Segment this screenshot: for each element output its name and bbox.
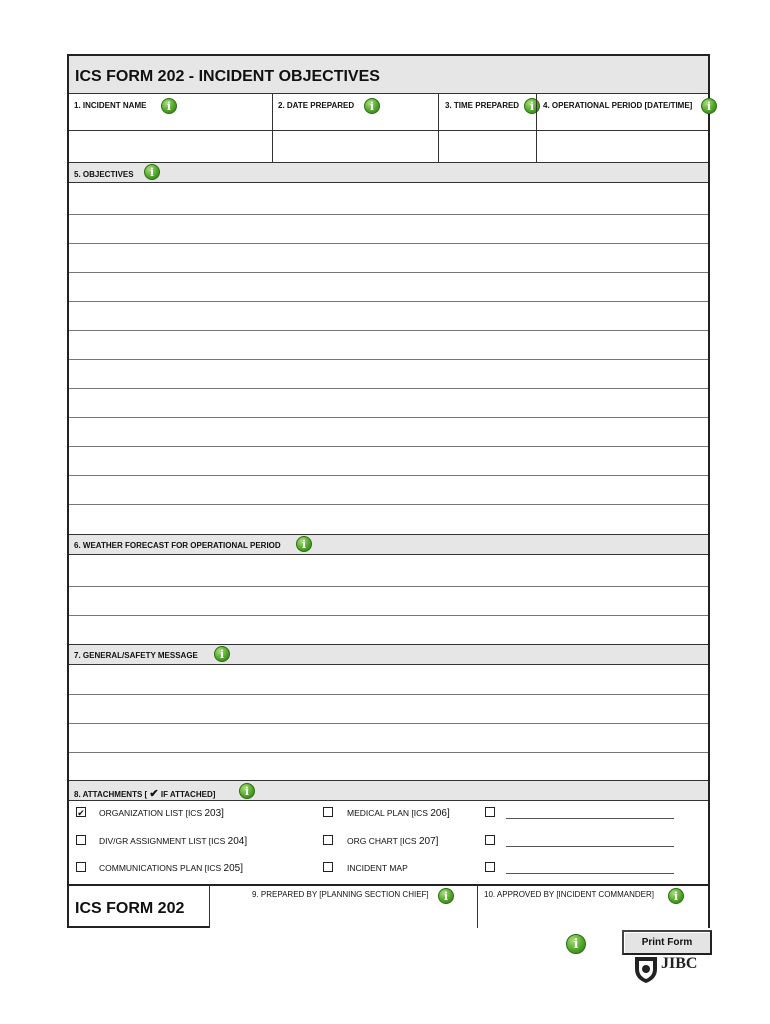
ruled-line (69, 214, 708, 215)
ruled-line (69, 446, 708, 447)
ruled-line (69, 243, 708, 244)
comms-num: 205] (223, 863, 244, 874)
info-icon[interactable]: i (161, 98, 177, 114)
org-chart-checkbox[interactable] (323, 835, 333, 845)
org-list-label (99, 808, 224, 819)
divgr-checkbox[interactable] (76, 835, 86, 845)
incident-name-field[interactable] (69, 131, 272, 162)
divgr-label (99, 836, 247, 847)
time-prepared-label: 3. TIME PREPARED (445, 101, 520, 110)
medical-plan-checkbox[interactable] (323, 807, 333, 817)
operational-period-input[interactable] (537, 131, 708, 162)
ruled-line (69, 586, 708, 587)
approved-by-field[interactable] (478, 904, 708, 928)
date-prepared-field[interactable] (273, 131, 438, 162)
custom-attachment-line[interactable] (506, 873, 674, 874)
objectives-label: 5. OBJECTIVES (74, 170, 134, 179)
incident-map-checkbox[interactable] (323, 862, 333, 872)
attachments-label-suffix: IF ATTACHED] (160, 790, 216, 799)
info-icon[interactable]: i (239, 783, 255, 799)
ruled-line (69, 723, 708, 724)
logo-text: JIBC (661, 955, 698, 972)
time-prepared-input[interactable] (439, 131, 536, 162)
operational-period-label: 4. OPERATIONAL PERIOD [DATE/TIME] (543, 101, 693, 110)
divider (69, 884, 708, 886)
ruled-line (69, 388, 708, 389)
info-icon[interactable]: i (144, 164, 160, 180)
weather-field[interactable] (69, 556, 708, 644)
date-prepared-label: 2. DATE PREPARED (278, 101, 355, 110)
ruled-line (69, 752, 708, 753)
ics-202-form (67, 54, 710, 928)
custom-attachment-checkbox[interactable] (485, 807, 495, 817)
time-prepared-field[interactable] (439, 131, 536, 162)
org-chart-num: 207] (418, 836, 439, 847)
custom-attachment-line[interactable] (506, 846, 674, 847)
info-icon[interactable]: i (524, 98, 540, 114)
operational-period-field[interactable] (537, 131, 708, 162)
ruled-line (69, 504, 708, 505)
objectives-header (69, 162, 708, 183)
custom-attachment-line[interactable] (506, 818, 674, 819)
prepared-by-label: 9. PREPARED BY [PLANNING SECTION CHIEF] (252, 890, 429, 899)
org-chart-text: ORG CHART [ICS (347, 836, 417, 846)
org-chart-label (347, 836, 438, 847)
ruled-line (69, 301, 708, 302)
info-icon[interactable]: i (296, 536, 312, 552)
form-title: ICS FORM 202 - INCIDENT OBJECTIVES (75, 68, 380, 85)
info-icon[interactable]: i (438, 888, 454, 904)
ruled-line (69, 417, 708, 418)
org-list-num: 203] (204, 808, 224, 819)
custom-attachment-checkbox[interactable] (485, 835, 495, 845)
custom-attachment-checkbox[interactable] (485, 862, 495, 872)
divgr-text: DIV/GR ASSIGNMENT LIST [ICS (99, 836, 226, 846)
medical-plan-num: 206] (430, 808, 450, 819)
info-icon[interactable]: i (668, 888, 684, 904)
comms-text: COMMUNICATIONS PLAN [ICS (99, 863, 222, 873)
info-icon[interactable]: i (566, 934, 586, 954)
check-icon: ✔ (149, 788, 159, 800)
medical-plan-label (347, 808, 450, 819)
org-list-text: ORGANIZATION LIST [ICS (99, 808, 203, 818)
attachments-label (74, 787, 215, 800)
medical-plan-text: MEDICAL PLAN [ICS (347, 808, 428, 818)
attachments-label-text: 8. ATTACHMENTS [ (74, 790, 148, 799)
ruled-line (69, 694, 708, 695)
incident-map-label: INCIDENT MAP (347, 863, 408, 873)
footer-form-id: ICS FORM 202 (75, 900, 185, 917)
prepared-by-field[interactable] (210, 904, 477, 928)
ruled-line (69, 359, 708, 360)
comms-label (99, 863, 243, 874)
safety-label: 7. GENERAL/SAFETY MESSAGE (74, 651, 198, 660)
info-icon[interactable]: i (214, 646, 230, 662)
jibc-logo (633, 954, 701, 984)
ruled-line (69, 272, 708, 273)
info-icon[interactable]: i (701, 98, 717, 114)
incident-name-label: 1. INCIDENT NAME (74, 101, 147, 110)
ruled-line (69, 475, 708, 476)
incident-name-input[interactable] (69, 131, 272, 162)
ruled-line (69, 615, 708, 616)
approved-by-label: 10. APPROVED BY [INCIDENT COMMANDER] (484, 890, 654, 899)
date-prepared-input[interactable] (273, 131, 438, 162)
info-icon[interactable]: i (364, 98, 380, 114)
divgr-num: 204] (227, 836, 248, 847)
print-form-button[interactable]: Print Form (622, 930, 712, 955)
comms-checkbox[interactable] (76, 862, 86, 872)
org-list-checkbox[interactable]: ✔ (77, 808, 85, 818)
weather-label: 6. WEATHER FORECAST FOR OPERATIONAL PERIOD (74, 541, 281, 550)
ruled-line (69, 330, 708, 331)
